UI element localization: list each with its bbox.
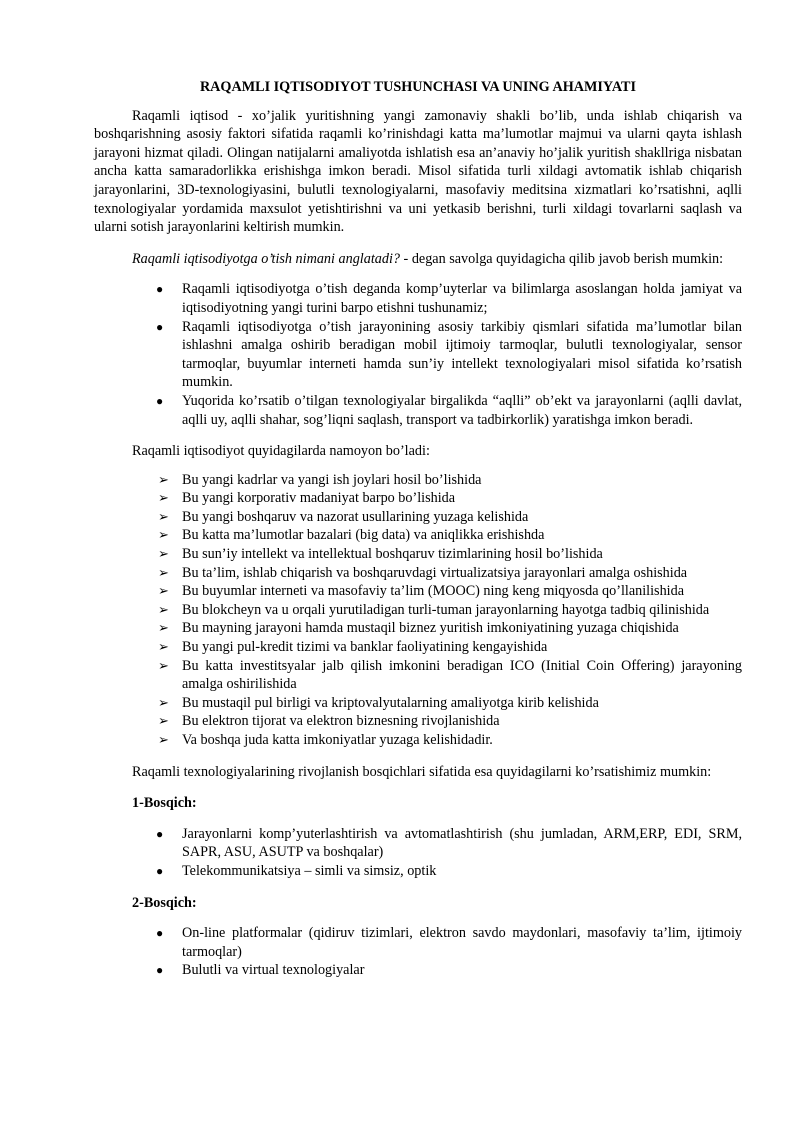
list-item: ➢ Bu blokcheyn va u orqali yurutiladigan turli-tuman jarayonlarning hayotga tadbiq qilinishida (158, 601, 710, 618)
manifest-lead: Raqamli iqtisodiyot quyidagilarda namoyon bo’ladi: (132, 443, 430, 460)
list-item: ➢ Bu buyumlar interneti va masofaviy ta’lim (MOOC) ning keng miqyosda qo’llanilishida (158, 583, 684, 600)
bullet-icon: ● (156, 319, 164, 334)
stages-lead: Raqamli texnologiyalarining rivojlanish bosqichlari sifatida esa quyidagilarni ko’rsatishimiz mumkin: (132, 763, 712, 780)
intro-paragraph: Raqamli iqtisod - xo’jalik yuritishning yangi zamonaviy shakli bo’lib, unda ishlab chiqarish va boshqarishning asosiy faktori sifatida raqamli ko’rinishdagi katta ma’lumotlar majmui va ularni qayta ishlash jarayoni hizmat qiladi. Olingan natijalarni amaliyotda ishlatish esa an’anaviy ho’jalik yuritish shakllriga nisbatan ancha katta samaradorlikka erishishga imkon beradi. Misol sifatida turli xildagi avtomatik ishlab chiqarish jarayonlarini, 3D-texnologiyasini, bulutli texnologiyalarni, masofaviy meditsina xizmatlari ko’rsatishni, aqlli texnologiyalar yordamida maxsulot yetishtirishni va uni yetkasib berishni, turli xildagi tovarlarni saqlash va ularni sotish jarayonlarini keltirish mumkin. (94, 107, 742, 236)
arrow-icon: ➢ (158, 583, 169, 599)
list-item: ● Raqamli iqtisodiyotga o’tish deganda komp’uyterlar va bilimlarga asoslangan holda jamiyat va iqtisodiyotning yangi turini barpo etishni tushunamiz; (156, 281, 742, 316)
arrow-icon: ➢ (158, 657, 169, 673)
list-item: ➢ Bu sun’iy intellekt va intellektual boshqaruv tizimlarining hosil bo’lishida (158, 546, 603, 563)
arrow-icon: ➢ (158, 527, 169, 543)
list-item: ➢ Va boshqa juda katta imkoniyatlar yuzaga kelishidadir. (158, 732, 493, 748)
list-item: ➢ Bu mayning jarayoni hamda mustaqil biznez yuritish imkoniyatining yuzaga chiqishida (158, 620, 679, 637)
list-item: ➢ Bu mustaqil pul birligi va kriptovalyutalarning amaliyotga kirib kelishida (158, 694, 599, 711)
arrow-icon: ➢ (158, 620, 169, 636)
arrow-icon: ➢ (158, 546, 169, 562)
question-paragraph (94, 250, 742, 269)
list-item: ➢ Bu katta ma’lumotlar bazalari (big data) va aniqlikka erishishda (158, 527, 545, 544)
arrow-icon: ➢ (158, 508, 169, 524)
document-title: RAQAMLI IQTISODIYOT TUSHUNCHASI VA UNING AHAMIYATI (199, 79, 637, 95)
bullet-icon: ● (156, 826, 164, 841)
list-item: ➢ Bu yangi pul-kredit tizimi va banklar faoliyatining kengayishida (158, 639, 548, 656)
list-item: ➢ Bu katta investitsyalar jalb qilish imkonini beradigan ICO (Initial Coin Offering) jarayoning amalga oshirilishida (158, 657, 742, 693)
arrow-icon: ➢ (158, 601, 169, 617)
question-italic: Raqamli iqtisodiyotga o’tish nimani anglatadi? (132, 250, 400, 267)
transition-bullet-list (156, 280, 742, 429)
question-rest: - degan savolga quyidagicha qilib javob berish mumkin: (400, 250, 724, 267)
manifest-arrow-list (158, 471, 742, 750)
list-item: ● Jarayonlarni komp’yuterlashtirish va avtomatlashtirish (shu jumladan, ARM,ERP, EDI, SRM, SAPR, ASU, ASUTP va boshqalar) (156, 825, 742, 861)
bullet-icon: ● (156, 282, 164, 297)
arrow-icon: ➢ (158, 694, 169, 710)
stage1-bullet-list (156, 825, 742, 881)
arrow-icon: ➢ (158, 564, 169, 580)
arrow-icon: ➢ (158, 471, 169, 487)
bullet-icon: ● (156, 926, 164, 941)
list-item: ● Raqamli iqtisodiyotga o’tish jarayonining asosiy tarkibiy qismlari sifatida ma’lumotlar bilan ishlashni amalga oshirib beradigan mobil ijtimoiy tarmoqlar, bulutli texnologiyalar, sensor tarmoqlar, buyumlar interneti hamda sun’iy intellekt texnologiyalari misol sifatida ko’rsatish mumkin. (156, 318, 742, 391)
list-item: ● Yuqorida ko’rsatib o’tilgan texnologiyalar birgalikda “aqlli” ob’ekt va jarayonlarni (aqlli davlat, aqlli uy, aqlli shahar, sog’liqni saqlash, transport va tadbirkorlik) yaratishga imkon beradi. (156, 392, 742, 428)
bullet-icon: ● (156, 863, 164, 878)
list-item: ➢ Bu yangi korporativ madaniyat barpo bo’lishida (158, 490, 456, 507)
arrow-icon: ➢ (158, 732, 169, 747)
arrow-icon: ➢ (158, 713, 169, 729)
stage1-heading: 1-Bosqich: (132, 795, 197, 812)
stage2-bullet-list (156, 924, 742, 980)
list-item: ● Telekommunikatsiya – simli va simsiz, optik (156, 862, 437, 879)
list-item: ➢ Bu yangi boshqaruv va nazorat usullarining yuzaga kelishida (158, 508, 529, 525)
list-item: ● Bulutli va virtual texnologiyalar (156, 962, 365, 979)
arrow-icon: ➢ (158, 639, 169, 655)
bullet-icon: ● (156, 393, 164, 408)
list-item: ● On-line platformalar (qidiruv tizimlari, elektron savdo maydonlari, masofaviy ta’lim, ijtimoiy tarmoqlar) (156, 925, 742, 960)
arrow-icon: ➢ (158, 490, 169, 506)
list-item: ➢ Bu ta’lim, ishlab chiqarish va boshqaruvdagi virtualizatsiya jarayonlari amalga oshishida (158, 564, 688, 581)
bullet-icon: ● (156, 963, 164, 978)
stage2-heading: 2-Bosqich: (132, 894, 197, 911)
list-item: ➢ Bu elektron tijorat va elektron biznesning rivojlanishida (158, 713, 500, 730)
list-item: ➢ Bu yangi kadrlar va yangi ish joylari hosil bo’lishida (158, 471, 482, 488)
